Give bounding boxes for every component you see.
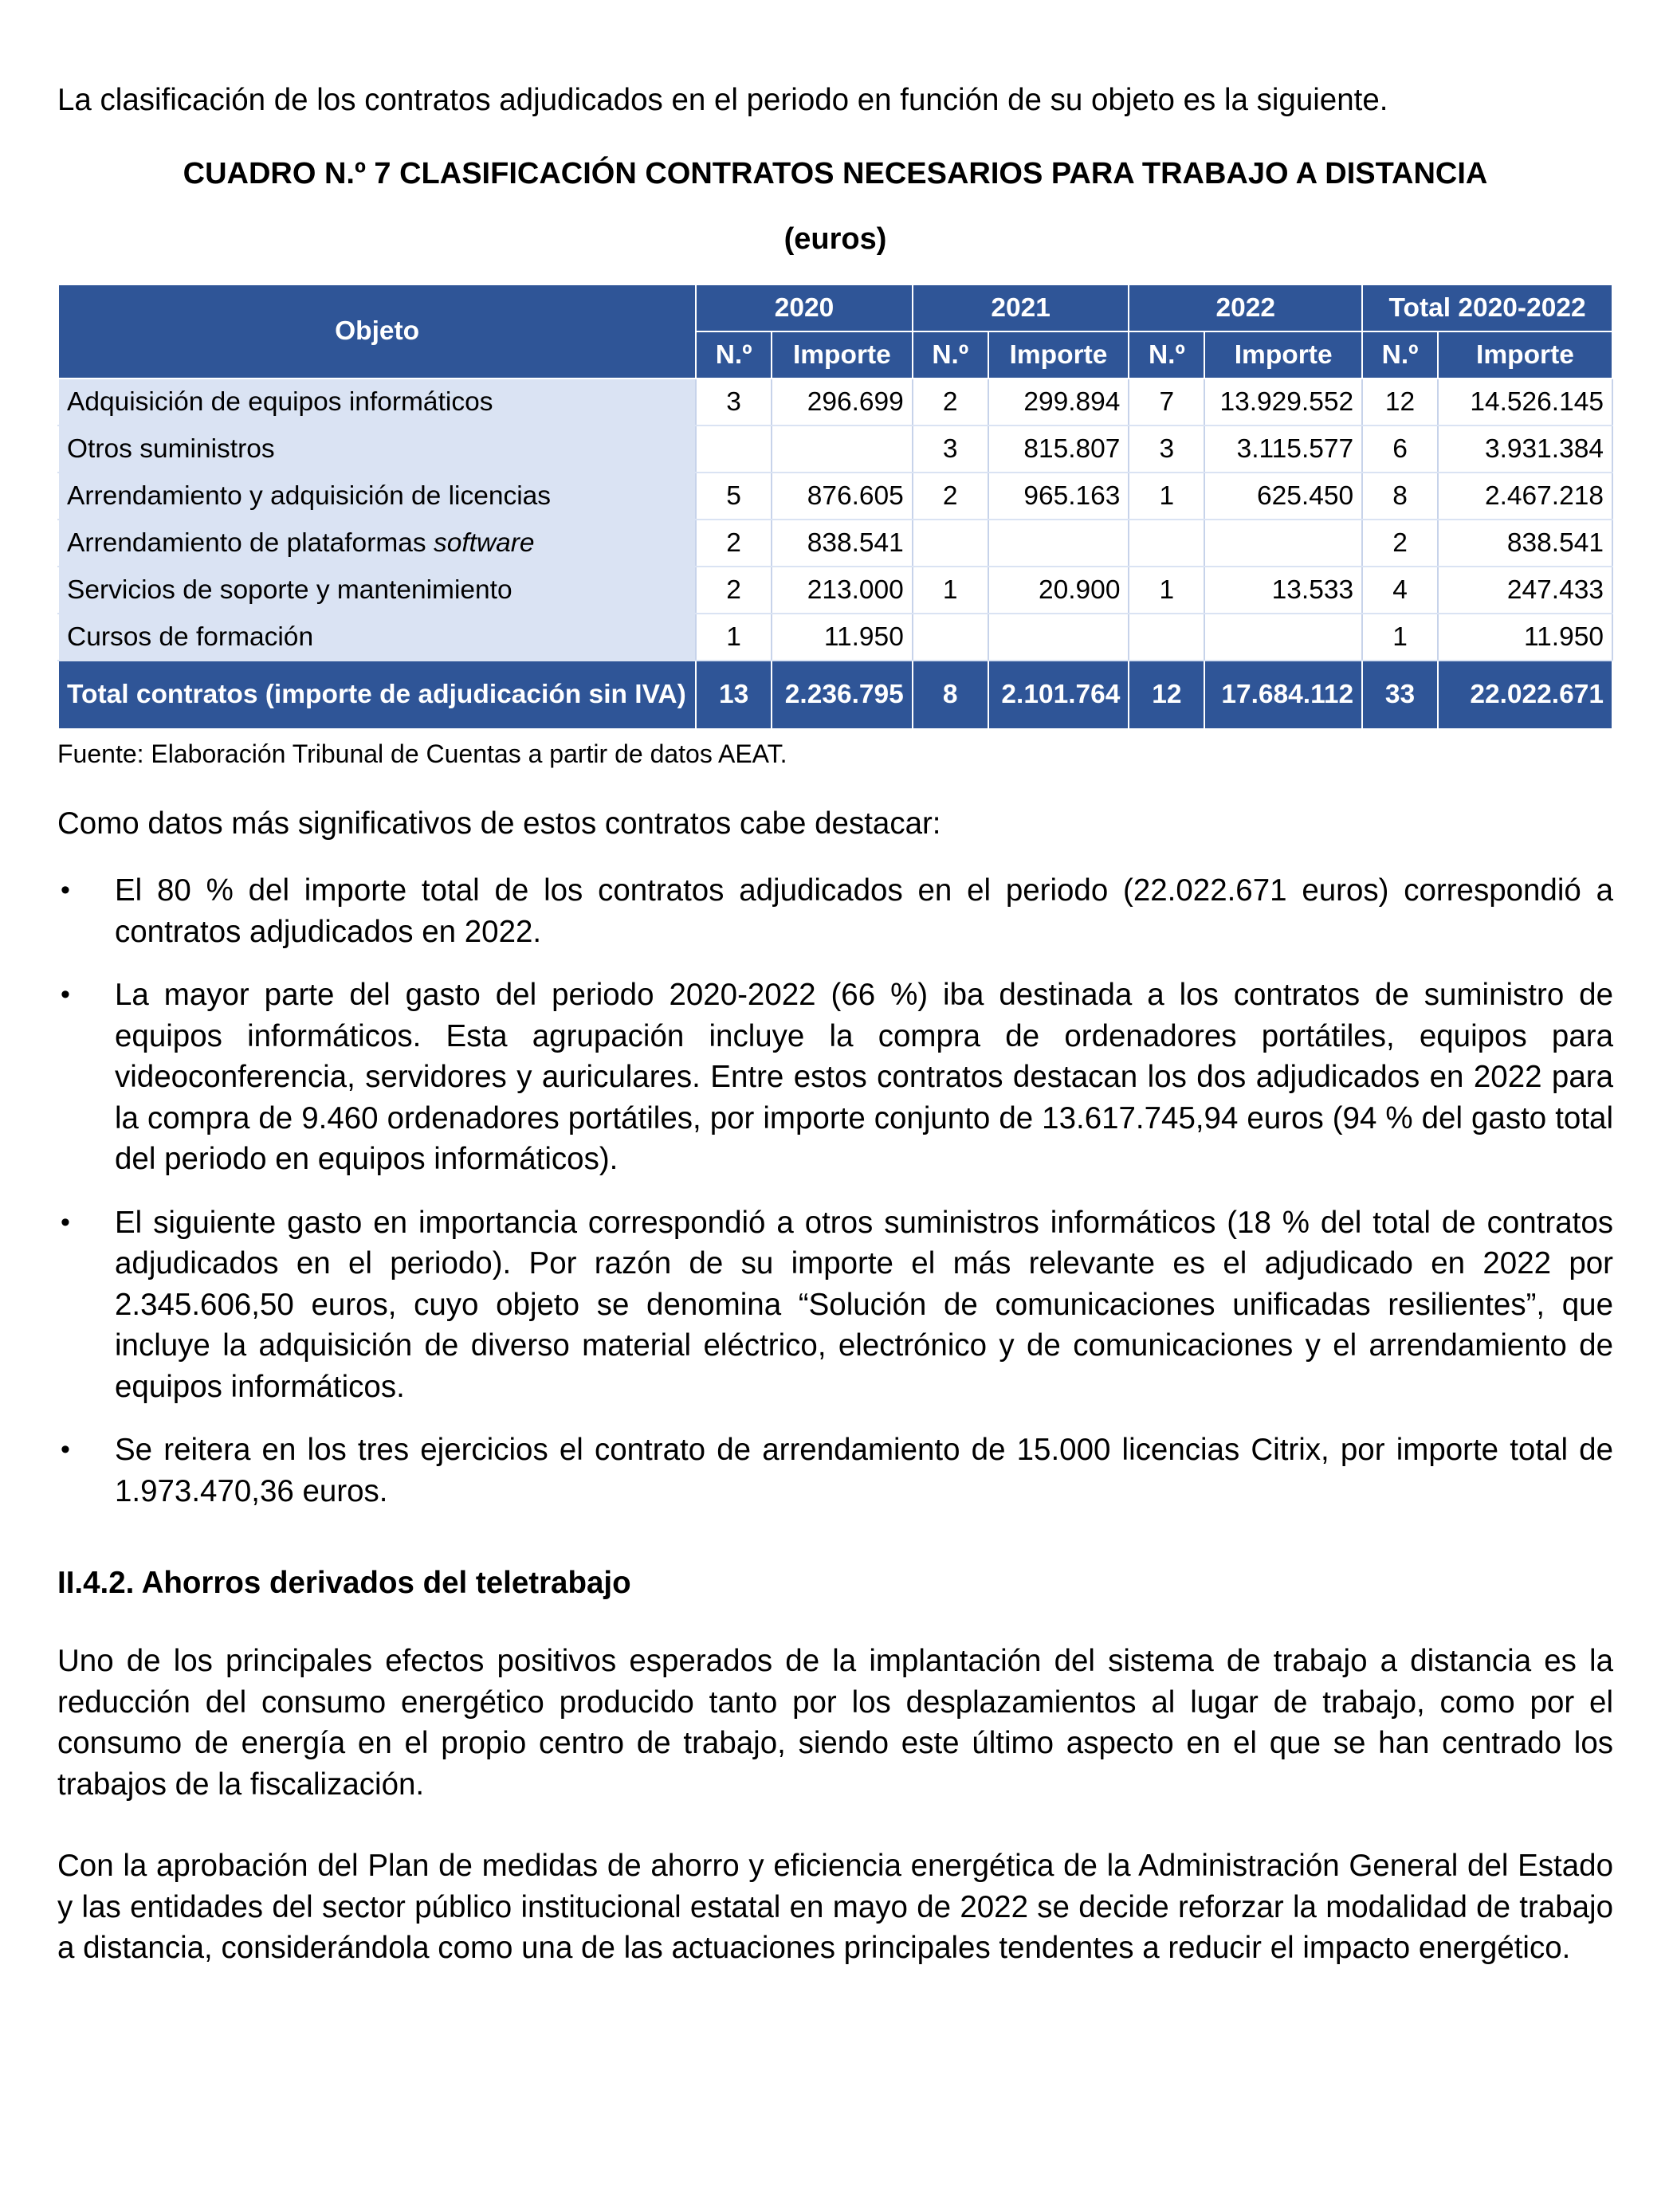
bullet-icon: •	[61, 875, 70, 905]
cell-importe: 3.931.384	[1438, 426, 1612, 473]
cell-importe: 965.163	[988, 473, 1129, 520]
document-page	[57, 80, 1613, 2010]
total-objeto: Total contratos (importe de adjudicación sin IVA)	[58, 661, 696, 729]
cell-n: 2	[696, 520, 772, 567]
cell-importe: 838.541	[772, 520, 913, 567]
list-item	[57, 1430, 1613, 1512]
header-importe: Importe	[1204, 331, 1362, 378]
cell-importe: 13.929.552	[1204, 378, 1362, 426]
cell-importe: 213.000	[772, 567, 913, 614]
cell-importe: 20.900	[988, 567, 1129, 614]
bullet-text: Se reitera en los tres ejercicios el contrato de arrendamiento de 15.000 licencias Citrix, por importe total de 1.973.470,36 euros.	[115, 1433, 1613, 1508]
row-objeto: Arrendamiento y adquisición de licencias	[58, 473, 696, 520]
cell-n: 1	[1129, 567, 1204, 614]
bullet-text: La mayor parte del gasto del periodo 2020-2022 (66 %) iba destinada a los contratos de suministro de equipos informáticos. Esta agrupación incluye la compra de ordenadores portátiles, equipos para videoconferencia, servidores y auriculares. Entre estos contratos destacan los dos adjudicados en 2022 para la compra de 9.460 ordenadores portátiles, por importe conjunto de 13.617.745,94 euros (94 % del gasto total del periodo en equipos informáticos).	[115, 978, 1613, 1176]
header-total: Total 2020-2022	[1362, 284, 1612, 331]
bullet-text: El 80 % del importe total de los contratos adjudicados en el periodo (22.022.671 euros) correspondió a contratos adjudicados en 2022.	[115, 873, 1613, 949]
cell-importe: 876.605	[772, 473, 913, 520]
header-importe: Importe	[1438, 331, 1612, 378]
cell-importe	[988, 614, 1129, 661]
cell-importe: 296.699	[772, 378, 913, 426]
cell-importe	[1204, 520, 1362, 567]
cell-n: 3	[696, 378, 772, 426]
header-year-2020: 2020	[696, 284, 913, 331]
header-n: N.º	[1362, 331, 1438, 378]
header-year-2022: 2022	[1129, 284, 1362, 331]
table-row	[58, 473, 1612, 520]
header-n: N.º	[696, 331, 772, 378]
table-row	[58, 567, 1612, 614]
list-item	[57, 1202, 1613, 1408]
row-objeto: Adquisición de equipos informáticos	[58, 378, 696, 426]
list-item	[57, 975, 1613, 1180]
bullet-list	[57, 870, 1613, 1512]
cell-importe: 299.894	[988, 378, 1129, 426]
header-year-2021: 2021	[913, 284, 1129, 331]
total-importe: 22.022.671	[1438, 661, 1612, 729]
header-objeto: Objeto	[58, 284, 696, 378]
total-importe: 17.684.112	[1204, 661, 1362, 729]
total-importe: 2.236.795	[772, 661, 913, 729]
cell-n: 6	[1362, 426, 1438, 473]
cell-n	[1129, 614, 1204, 661]
section-heading: II.4.2. Ahorros derivados del teletrabajo	[57, 1566, 631, 1600]
cell-importe: 2.467.218	[1438, 473, 1612, 520]
total-n: 12	[1129, 661, 1204, 729]
row-objeto-text: Arrendamiento de plataformas	[67, 528, 434, 558]
table-row	[58, 520, 1612, 567]
cell-n: 2	[913, 378, 988, 426]
cell-importe: 11.950	[1438, 614, 1612, 661]
cell-n	[913, 614, 988, 661]
cell-importe: 625.450	[1204, 473, 1362, 520]
cell-importe	[1204, 614, 1362, 661]
cell-n: 5	[696, 473, 772, 520]
cell-n: 2	[696, 567, 772, 614]
cell-n: 7	[1129, 378, 1204, 426]
list-item	[57, 870, 1613, 952]
cell-importe: 11.950	[772, 614, 913, 661]
cell-n: 8	[1362, 473, 1438, 520]
cell-n: 12	[1362, 378, 1438, 426]
intro-paragraph: La clasificación de los contratos adjudicados en el periodo en función de su objeto es la siguiente.	[57, 83, 1388, 117]
table-source: Fuente: Elaboración Tribunal de Cuentas a partir de datos AEAT.	[57, 739, 787, 768]
total-importe: 2.101.764	[988, 661, 1129, 729]
body-paragraph: Con la aprobación del Plan de medidas de ahorro y eficiencia energética de la Administración General del Estado y las entidades del sector público institucional estatal en mayo de 2022 se decide reforzar la modalidad de trabajo a distancia, considerándola como una de las actuaciones principales tendentes a reducir el impacto energético.	[57, 1849, 1613, 1965]
cell-n: 2	[1362, 520, 1438, 567]
cell-n: 1	[1362, 614, 1438, 661]
body-paragraph: Uno de los principales efectos positivos esperados de la implantación del sistema de trabajo a distancia es la reducción del consumo energético producido tanto por los desplazamientos al lugar de trabajo, como por el consumo de energía en el propio centro de trabajo, siendo este último aspecto en el que se han centrado los trabajos de la fiscalización.	[57, 1644, 1613, 1802]
header-importe: Importe	[988, 331, 1129, 378]
row-objeto: Otros suministros	[58, 426, 696, 473]
row-objeto: Servicios de soporte y mantenimiento	[58, 567, 696, 614]
cell-importe	[988, 520, 1129, 567]
cell-n	[1129, 520, 1204, 567]
lead-paragraph: Como datos más significativos de estos contratos cabe destacar:	[57, 806, 941, 841]
cell-n: 3	[1129, 426, 1204, 473]
cell-importe: 247.433	[1438, 567, 1612, 614]
row-objeto-italic: software	[433, 528, 535, 558]
table-row	[58, 614, 1612, 661]
cell-importe: 3.115.577	[1204, 426, 1362, 473]
header-n: N.º	[1129, 331, 1204, 378]
contracts-table	[57, 284, 1613, 730]
row-objeto	[58, 520, 696, 567]
total-n: 8	[913, 661, 988, 729]
cell-n	[696, 426, 772, 473]
table-row	[58, 378, 1612, 426]
cell-importe	[772, 426, 913, 473]
cell-n: 1	[696, 614, 772, 661]
cell-importe: 14.526.145	[1438, 378, 1612, 426]
total-n: 13	[696, 661, 772, 729]
cell-n: 3	[913, 426, 988, 473]
bullet-icon: •	[61, 1434, 70, 1465]
total-n: 33	[1362, 661, 1438, 729]
table-total-row	[58, 661, 1612, 729]
header-importe: Importe	[772, 331, 913, 378]
cell-importe: 838.541	[1438, 520, 1612, 567]
cell-n	[913, 520, 988, 567]
cell-n: 4	[1362, 567, 1438, 614]
bullet-icon: •	[61, 1206, 70, 1237]
cell-n: 2	[913, 473, 988, 520]
cell-n: 1	[1129, 473, 1204, 520]
bullet-text: El siguiente gasto en importancia correspondió a otros suministros informáticos (18 % del total de contratos adjudicados en el periodo). Por razón de su importe el más relevante es el adjudicado en 2022 por 2.345.606,50 euros, cuyo objeto se denomina “Solución de comunicaciones unificadas resilientes”, que incluye la adquisición de diverso material eléctrico, electrónico y de comunicaciones y el arrendamiento de equipos informáticos.	[115, 1205, 1613, 1404]
row-objeto: Cursos de formación	[58, 614, 696, 661]
header-n: N.º	[913, 331, 988, 378]
cell-importe: 815.807	[988, 426, 1129, 473]
cell-importe: 13.533	[1204, 567, 1362, 614]
bullet-icon: •	[61, 979, 70, 1010]
table-row	[58, 426, 1612, 473]
cell-n: 1	[913, 567, 988, 614]
table-subtitle: (euros)	[783, 222, 887, 256]
table-title: CUADRO N.º 7 CLASIFICACIÓN CONTRATOS NECESARIOS PARA TRABAJO A DISTANCIA	[183, 157, 1488, 190]
